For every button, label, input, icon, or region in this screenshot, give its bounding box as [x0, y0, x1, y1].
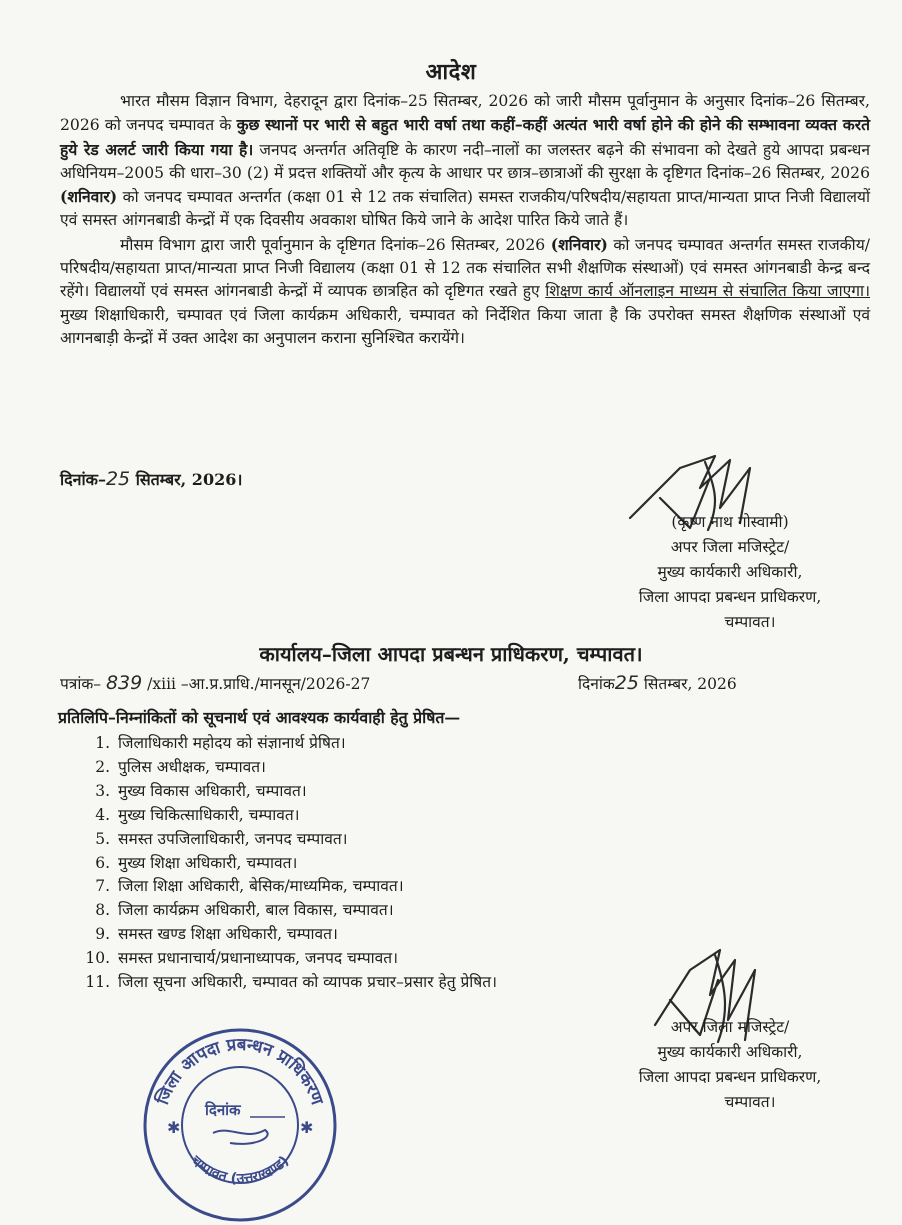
ref-date-prefix: दिनांक — [578, 675, 615, 693]
ref-prefix: पत्रांक– — [60, 675, 102, 693]
copy-item-text: समस्त प्रधानाचार्य/प्रधानाध्यापक, जनपद चम्पावत। — [118, 949, 398, 968]
copy-item-number: 11. — [85, 973, 110, 992]
copy-item-text: जिला कार्यक्रम अधिकारी, बाल विकास, चम्पावत। — [118, 901, 394, 920]
para1-text-c: को जनपद चम्पावत अन्तर्गत (कक्षा 01 से 12 तक संचालित) समस्त राजकीय/परिषदीय/सहायता प्राप्त/मान्यता प्राप्त निजी विद्यालयों एवं समस्त आंगनबाडी केन्द्रों में एक दिवसीय अवकाश घोषित किये जाने के आदेश पारित किये जाते हैं। — [60, 188, 870, 230]
order-date — [60, 468, 242, 490]
seal-inner-label: दिनांक — [205, 1101, 241, 1119]
para2-underlined: शिक्षण कार्य ऑनलाइन माध्यम से संचालित किया जाएगा। — [545, 282, 870, 301]
ref-handwritten: 839 — [105, 672, 143, 694]
copy-item-number: 7. — [95, 877, 110, 896]
copy-item-text: पुलिस अधीक्षक, चम्पावत। — [118, 757, 266, 776]
copy-item-number: 10. — [85, 949, 110, 968]
para2-text-a: मौसम विभाग द्वारा जारी पूर्वानुमान के दृष्टिगत दिनांक–26 सितम्बर, 2026 — [120, 235, 551, 254]
copy-item-number: 9. — [95, 925, 110, 944]
para1-bold-a: कुछ स्थानों पर भारी से बहुत भारी वर्षा तथा कहीं–कहीं अत्यंत भारी वर्षा होने की होने की सम्भावना व्यक्त करते हुये रेड अलर्ट जारी किया गया है। — [60, 115, 870, 159]
order-paragraph-2 — [60, 233, 870, 350]
para1-text-b: जनपद अन्तर्गत अतिवृष्टि के कारण नदी–नालों का जलस्तर बढ़ने की संभावना को देखते हुये आपदा प्रबन्धन अधिनियम–2005 की धारा–30 (2) में प्रदत्त शक्तियों और कृत्य के आधार पर छात्र–छात्राओं की सुरक्षा के दृष्टिगत दिनांक–26 सितम्बर, 2026 — [60, 140, 870, 182]
ref-date-suffix: सितम्बर, 2026 — [638, 675, 737, 693]
seal-bottom-text: चम्पावत (उत्तराखण्ड) — [187, 1152, 293, 1188]
ref-suffix: /xiii –आ.प्र.प्राधि./मानसून/2026-27 — [142, 675, 371, 693]
signature-block-2 — [600, 1015, 860, 1115]
office-seal-icon — [135, 1015, 345, 1225]
ref-date-handwritten: 25 — [614, 672, 639, 694]
signatory-name: (कृष्ण नाथ गोस्वामी) — [671, 513, 789, 531]
copy-item-text: जिला शिक्षा अधिकारी, बेसिक/माध्यमिक, चम्पावत। — [118, 877, 404, 896]
signatory-designation-1: अपर जिला मजिस्ट्रेट/ — [670, 538, 790, 556]
para2-text-c: मुख्य शिक्षाधिकारी, चम्पावत एवं जिला कार्यक्रम अधिकारी, चम्पावत को निर्देशित किया जाता है कि उपरोक्त समस्त शैक्षणिक संस्थाओं एवं आगनबाड़ी केन्द्रों में उक्त आदेश का अनुपालन कराना सुनिश्चित करायेंगे। — [60, 305, 870, 347]
para1-bold-b: (शनिवार) — [60, 187, 118, 207]
order-body — [60, 90, 870, 350]
copy-item-text: जिलाधिकारी महोदय को संज्ञानार्थ प्रेषित। — [118, 734, 346, 752]
seal-top-text: जिला आपदा प्रबन्धन प्राधिकरण — [153, 1034, 327, 1108]
order-date-suffix: सितम्बर, 2026। — [130, 470, 243, 489]
signatory2-designation-1: अपर जिला मजिस्ट्रेट/ — [670, 1018, 790, 1036]
copy-list-item — [80, 852, 497, 876]
copy-list-item — [80, 875, 497, 899]
copy-list-item — [80, 947, 497, 971]
svg-text:जिला आपदा प्रबन्धन प्राधिकरण — [152, 1035, 327, 1109]
copy-list — [80, 732, 497, 995]
copy-item-text: समस्त उपजिलाधिकारी, जनपद चम्पावत। — [118, 829, 348, 848]
copy-item-number: 8. — [95, 901, 110, 920]
signatory-place: चम्पावत। — [724, 613, 776, 631]
copy-item-text: समस्त खण्ड शिक्षा अधिकारी, चम्पावत। — [118, 925, 338, 944]
copy-list-item — [80, 732, 497, 756]
para2-text-b: को जनपद चम्पावत अन्तर्गत समस्त राजकीय/परिषदीय/सहायता प्राप्त/मान्यता प्राप्त निजी विद्यालय (कक्षा 01 से 12 तक संचालित सभी शैक्षणिक संस्थाओं) एवं समस्त आंगनबाडी केन्द्र बन्द रहेंगे। विद्यालयों एवं समस्त आंगनबाडी केन्द्रों में व्यापक छात्रहित को दृष्टिगत रखते हुए — [60, 235, 870, 301]
copy-list-item — [80, 780, 497, 804]
copy-list-item — [80, 804, 497, 828]
copy-item-text: मुख्य चिकित्साधिकारी, चम्पावत। — [118, 805, 300, 824]
copy-item-text: जिला सूचना अधिकारी, चम्पावत को व्यापक प्रचार–प्रसार हेतु प्रेषित। — [118, 973, 497, 992]
reference-row — [60, 672, 780, 694]
copy-item-number: 1. — [95, 734, 110, 752]
office-heading: कार्यालय–जिला आपदा प्रबन्धन प्राधिकरण, चम्पावत। — [259, 642, 643, 666]
copy-item-number: 3. — [95, 781, 110, 800]
copy-list-item — [80, 899, 497, 923]
signatory2-place: चम्पावत। — [724, 1093, 776, 1111]
copy-item-text: मुख्य विकास अधिकारी, चम्पावत। — [118, 781, 307, 800]
seal-star-right-icon: ✱ — [300, 1118, 314, 1137]
reference-date — [578, 672, 737, 694]
order-title: आदेश — [425, 59, 477, 85]
copy-list-item — [80, 923, 497, 947]
seal-star-left-icon: ✱ — [167, 1118, 181, 1137]
signatory2-designation-3: जिला आपदा प्रबन्धन प्राधिकरण, — [638, 1068, 822, 1086]
copy-list-item — [80, 756, 497, 780]
signature-block-1 — [600, 510, 860, 635]
signatory-designation-2: मुख्य कार्यकारी अधिकारी, — [657, 563, 803, 581]
svg-text:चम्पावत (उत्तराखण्ड) — [187, 1152, 292, 1187]
copy-list-item — [80, 828, 497, 852]
copy-item-text: मुख्य शिक्षा अधिकारी, चम्पावत। — [118, 853, 298, 872]
para2-bold-a: (शनिवार) — [550, 234, 608, 254]
order-date-prefix: दिनांक– — [60, 470, 106, 489]
order-paragraph-1 — [60, 90, 870, 233]
order-date-handwritten: 25 — [105, 468, 131, 490]
para1-text-a: भारत मौसम विज्ञान विभाग, देहरादून द्वारा दिनांक–25 सितम्बर, 2026 को जारी मौसम पूर्वानुमान के अनुसार दिनांक–26 सितम्बर, 2026 को जनपद चम्पावत के — [60, 92, 870, 135]
copy-item-number: 5. — [95, 829, 110, 848]
reference-number — [60, 672, 371, 694]
copy-list-item — [80, 971, 497, 995]
signatory-designation-3: जिला आपदा प्रबन्धन प्राधिकरण, — [638, 588, 822, 606]
copy-item-number: 4. — [95, 805, 110, 824]
signatory2-designation-2: मुख्य कार्यकारी अधिकारी, — [657, 1043, 803, 1061]
copy-item-number: 2. — [95, 757, 110, 776]
copy-heading: प्रतिलिपि–निम्नांकितों को सूचनार्थ एवं आवश्यक कार्यवाही हेतु प्रेषित— — [58, 708, 461, 727]
copy-item-number: 6. — [95, 853, 110, 872]
